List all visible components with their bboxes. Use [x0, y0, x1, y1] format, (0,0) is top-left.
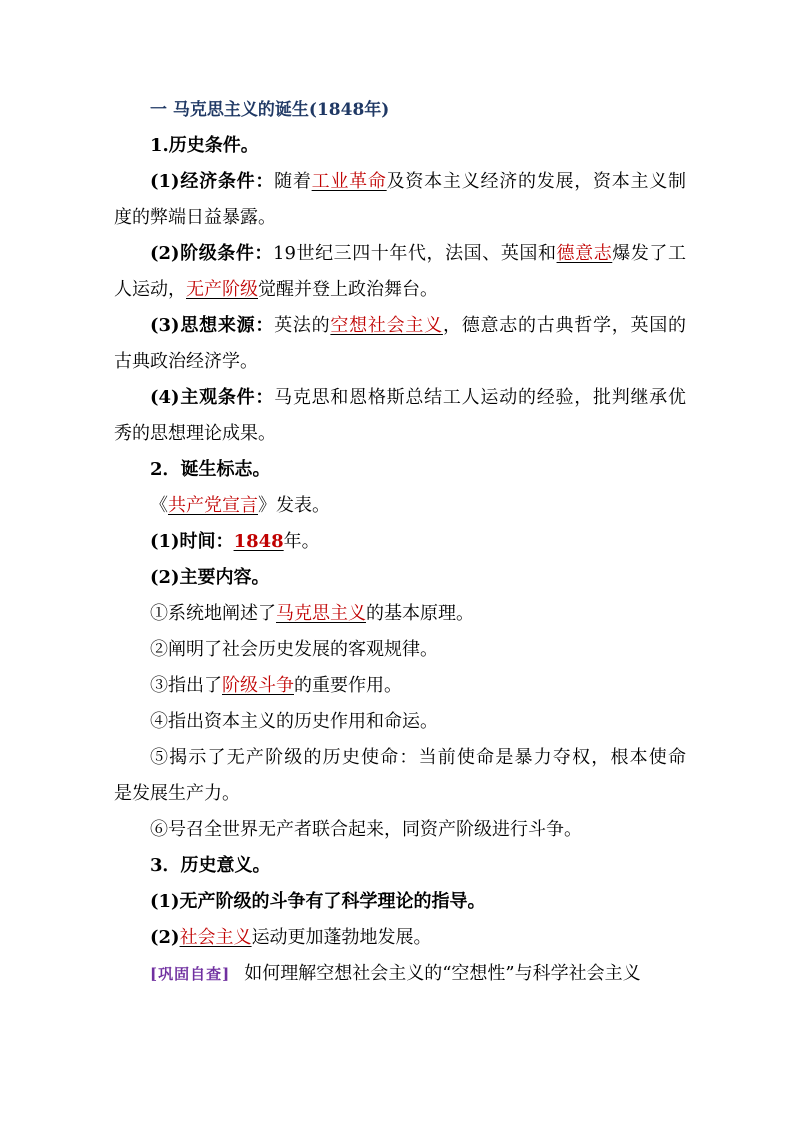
keyword-class-struggle: 阶级斗争 [222, 675, 294, 696]
document-page [114, 92, 686, 992]
subsection-title-conditions: 1.历史条件。 [150, 135, 259, 156]
keyword-proletariat: 无产阶级 [186, 279, 258, 300]
item-label: (4)主观条件： [150, 387, 275, 408]
list-item-c5: ⑤揭示了无产阶级的历史使命：当前使命是暴力夺权，根本使命 [150, 747, 686, 768]
keyword-year: 1848 [233, 531, 284, 552]
paragraph-subjective: (4)主观条件：马克思和恩格斯总结工人运动的经验，批判继承优 [150, 387, 687, 408]
list-item-c1: ①系统地阐述了马克思主义的基本原理。 [150, 603, 474, 624]
paragraph-content-label: (2)主要内容。 [150, 567, 270, 588]
paragraph-economic-cont: 度的弊端日益暴露。 [114, 207, 276, 228]
keyword-utopian-socialism: 空想社会主义 [330, 315, 443, 336]
keyword-germany: 德意志 [556, 243, 613, 264]
keyword-communist-manifesto: 共产党宣言 [168, 495, 258, 516]
paragraph-ideology: (3)思想来源：英法的空想社会主义，德意志的古典哲学，英国的 [150, 315, 687, 336]
paragraph-economic: (1)经济条件：随着工业革命及资本主义经济的发展，资本主义制 [150, 171, 687, 192]
paragraph-m1: (1)无产阶级的斗争有了科学理论的指导。 [150, 891, 486, 912]
keyword-socialism: 社会主义 [179, 927, 252, 948]
list-item-c3: ③指出了阶级斗争的重要作用。 [150, 675, 402, 696]
paragraph-time: (1)时间：1848年。 [150, 531, 320, 552]
paragraph-class: (2)阶级条件：19世纪三四十年代，法国、英国和德意志爆发了工 [150, 243, 687, 264]
paragraph-manifesto: 《共产党宣言》发表。 [150, 495, 330, 516]
review-question: [巩固自查] 如何理解空想社会主义的“空想性”与科学社会主义 [150, 963, 641, 984]
paragraph-subjective-cont: 秀的思想理论成果。 [114, 423, 276, 444]
item-label: (2)阶级条件： [150, 243, 274, 264]
paragraph-class-cont: 人运动，无产阶级觉醒并登上政治舞台。 [114, 279, 438, 300]
section-heading: 一 马克思主义的诞生(1848年) [150, 100, 390, 120]
item-label: (1)经济条件： [150, 171, 275, 192]
keyword-marxism: 马克思主义 [276, 603, 366, 624]
list-item-c2: ②阐明了社会历史发展的客观规律。 [150, 639, 438, 660]
review-tag: [巩固自查] [150, 965, 231, 983]
paragraph-ideology-cont: 古典政治经济学。 [114, 351, 258, 372]
keyword-industrial-revolution: 工业革命 [311, 171, 387, 192]
subsection-title-birth: 2．诞生标志。 [150, 459, 271, 480]
list-item-c5-cont: 是发展生产力。 [114, 783, 240, 804]
subsection-title-significance: 3．历史意义。 [150, 855, 271, 876]
item-label: (3)思想来源： [150, 315, 275, 336]
list-item-c6: ⑥号召全世界无产者联合起来，同资产阶级进行斗争。 [150, 819, 582, 840]
list-item-c4: ④指出资本主义的历史作用和命运。 [150, 711, 438, 732]
paragraph-m2: (2)社会主义运动更加蓬勃地发展。 [150, 927, 432, 948]
